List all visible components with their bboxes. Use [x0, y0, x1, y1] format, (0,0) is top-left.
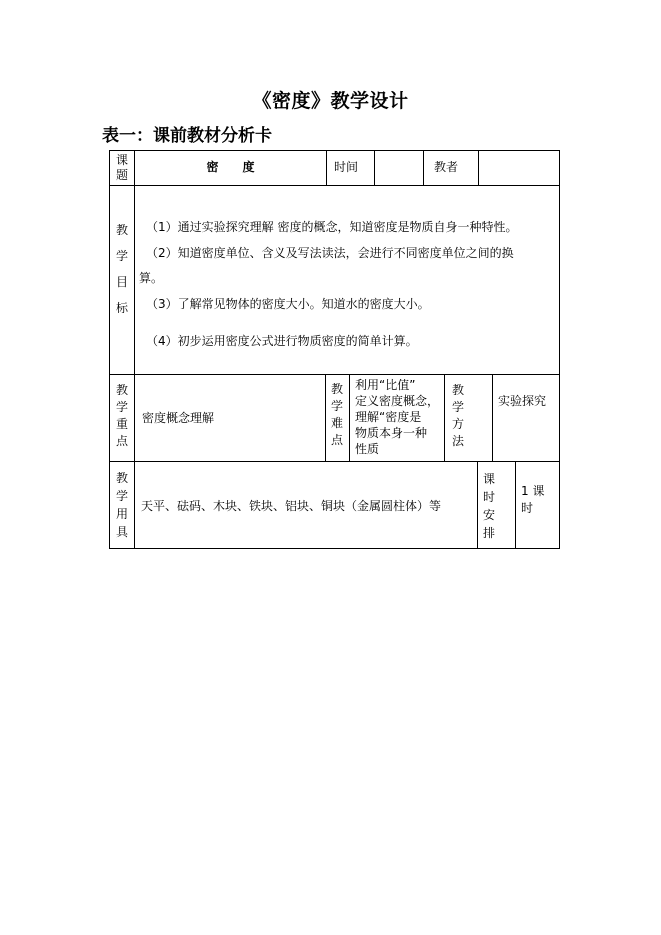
- teacher-label: 教者: [434, 160, 459, 174]
- table-col-divider: [515, 461, 516, 549]
- topic-label: 课题: [115, 153, 128, 182]
- hours-label: 课时安排: [482, 472, 495, 540]
- method-value: 实验探究: [498, 394, 547, 408]
- goal-item: （2）知道密度单位、含义及写法读法，会进行不同密度单位之间的换: [146, 246, 514, 260]
- difficulty-line: 理解“密度是: [355, 410, 422, 424]
- table-col-divider: [444, 374, 445, 461]
- hours-line: 时: [521, 501, 534, 515]
- table-row-divider: [109, 185, 560, 186]
- document-title: 《密度》教学设计: [252, 90, 409, 112]
- hours-line: 1 课: [521, 484, 545, 498]
- table-col-divider: [134, 150, 135, 549]
- table-col-divider: [423, 150, 424, 185]
- difficulty-line: 定义密度概念，: [355, 394, 440, 408]
- topic-value: 密 度: [206, 160, 255, 174]
- table-col-divider: [478, 150, 479, 185]
- difficulty-value: [355, 377, 443, 457]
- table-col-divider: [374, 150, 375, 185]
- key-point-value: 密度概念理解: [142, 411, 215, 425]
- goal-item: （1）通过实验探究理解 密度的概念，知道密度是物质自身一种特性。: [146, 220, 518, 234]
- table-row-divider: [109, 461, 560, 462]
- difficulty-line: 性质: [355, 442, 380, 456]
- section-heading: 表一：课前教材分析卡: [102, 126, 272, 146]
- hours-value: [521, 483, 544, 517]
- tools-label: 教学用具: [115, 471, 128, 539]
- goal-item: （3）了解常见物体的密度大小。知道水的密度大小。: [146, 297, 430, 311]
- difficulty-line: 物质本身一种: [355, 426, 428, 440]
- table-col-divider: [326, 150, 327, 185]
- table-col-divider: [492, 374, 493, 461]
- tools-value: 天平、砝码、木块、铁块、铝块、铜块（金属圆柱体）等: [141, 499, 442, 513]
- table-col-divider: [477, 461, 478, 549]
- key-point-label: 教学重点: [115, 383, 128, 448]
- table-col-divider: [325, 374, 326, 461]
- goals-label: 教学目标: [115, 223, 128, 315]
- goal-item: （4）初步运用密度公式进行物质密度的简单计算。: [146, 334, 418, 348]
- difficulty-line: 利用“比值”: [355, 378, 416, 392]
- goal-item: 算。: [139, 271, 164, 285]
- time-label: 时间: [334, 160, 359, 174]
- difficulty-label: 教学难点: [330, 382, 343, 447]
- method-label: 教学方法: [451, 383, 464, 448]
- table-col-divider: [349, 374, 350, 461]
